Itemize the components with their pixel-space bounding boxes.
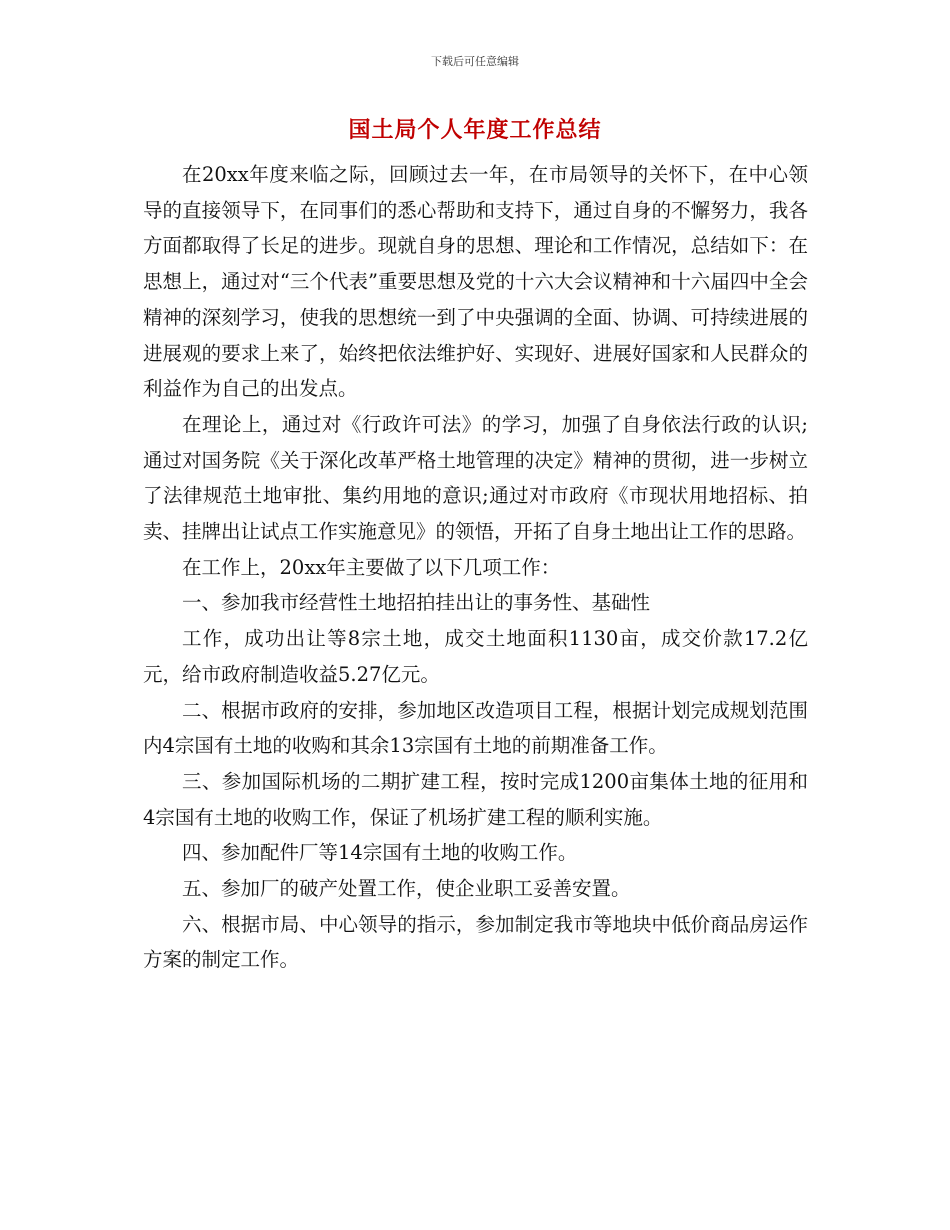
paragraph-work-item-1: 一、参加我市经营性土地招拍挂出让的事务性、基础性 <box>182 591 651 615</box>
page-header-note: 下载后可任意编辑 <box>431 55 519 68</box>
paragraph-work-item-2: 二、根据市政府的安排，参加地区改造项目工程，根据计划完成规划范围内4宗国有土地的收购和其余13宗国有土地的前期准备工作。 <box>143 698 808 758</box>
paragraph-work-item-6: 六、根据市局、中心领导的指示，参加制定我市等地块中低价商品房运作方案的制定工作。 <box>143 912 808 972</box>
paragraph-work-item-4: 四、参加配件厂等14宗国有土地的收购工作。 <box>182 841 578 865</box>
paragraph-work-item-3: 三、参加国际机场的二期扩建工程，按时完成1200亩集体土地的征用和4宗国有土地的收购工作，保证了机场扩建工程的顺利实施。 <box>143 769 808 829</box>
paragraph-work-intro: 在工作上，20xx年主要做了以下几项工作： <box>182 555 561 579</box>
document-body <box>143 157 808 978</box>
document-title: 国土局个人年度工作总结 <box>348 118 602 143</box>
paragraph-work-item-1-detail: 工作，成功出让等8宗土地，成交土地面积1130亩，成交价款17.2亿元，给市政府制造收益5.27亿元。 <box>143 627 808 686</box>
paragraph-intro: 在20xx年度来临之际，回顾过去一年，在市局领导的关怀下，在中心领导的直接领导下，在同事们的悉心帮助和支持下，通过自身的不懈努力，我各方面都取得了长足的进步。现就自身的思想、理论和工作情况，总结如下：在思想上，通过对“三个代表”重要思想及党的十六大会议精神和十六届四中全会精神的深刻学习，使我的思想统一到了中央强调的全面、协调、可持续进展的进展观的要求上来了，始终把依法维护好、实现好、进展好国家和人民群众的利益作为自己的出发点。 <box>143 163 808 401</box>
paragraph-work-item-5: 五、参加厂的破产处置工作，使企业职工妥善安置。 <box>182 877 631 901</box>
paragraph-theory: 在理论上，通过对《行政许可法》的学习，加强了自身依法行政的认识;通过对国务院《关于深化改革严格土地管理的决定》精神的贯彻，进一步树立了法律规范土地审批、集约用地的意识;通过对市政府《市现状用地招标、拍卖、挂牌出让试点工作实施意见》的领悟，开拓了自身土地出让工作的思路。 <box>143 412 808 544</box>
